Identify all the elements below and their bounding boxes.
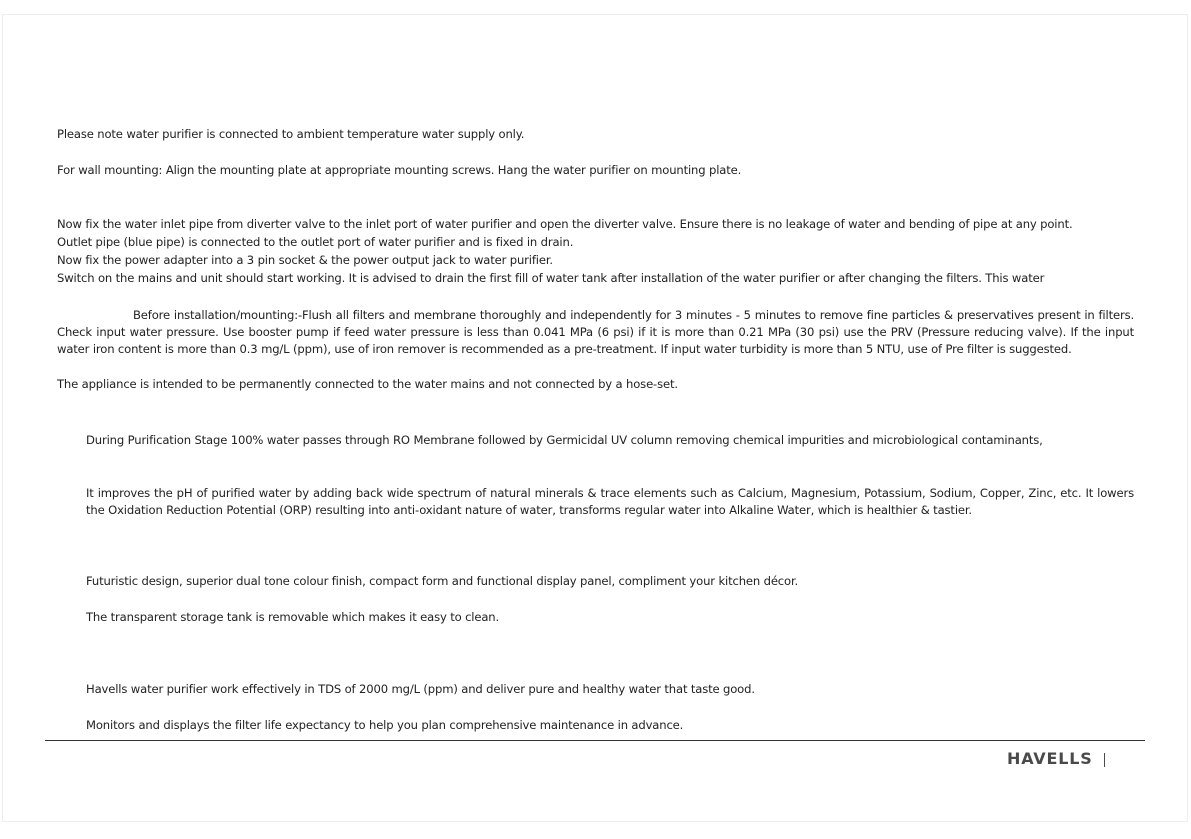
switch-on-instruction: Switch on the mains and unit should start working. It is advised to drain the first fill of water tank after installation of the water purifier or after changing the filters. This water: [57, 271, 1045, 285]
purification-stage-text: During Purification Stage 100% water passes through RO Membrane followed by Germicidal UV column removing chemical impurities and microbiological contaminants,: [86, 433, 1043, 447]
before-installation-text: Before installation/mounting:-Flush all filters and membrane thoroughly and independently for 3 minutes - 5 minutes to remove fine particles & preservatives present in filters. Check input water pressure. Use booster pump if feed water pressure is less than 0.041 MPa (6 psi) if it is more than 0.21 MPa (30 psi) use the PRV (Pressure reducing valve). If the input water iron content is more than 0.3 mg/L (ppm), use of iron remover is recommended as a pre-treatment. If input water turbidity is more than 5 NTU, use of Pre filter is suggested.: [57, 308, 1134, 356]
filter-monitor-text: Monitors and displays the filter life expectancy to help you plan comprehensive maintenance in advance.: [86, 718, 684, 732]
storage-tank-text: The transparent storage tank is removable which makes it easy to clean.: [86, 610, 500, 624]
before-installation-paragraph: [57, 307, 1134, 358]
appliance-connection-note: The appliance is intended to be permanently connected to the water mains and not connected by a hose-set.: [57, 377, 678, 391]
outlet-pipe-instruction: Outlet pipe (blue pipe) is connected to the outlet port of water purifier and is fixed in drain.: [57, 235, 574, 249]
inlet-pipe-instruction: Now fix the water inlet pipe from diverter valve to the inlet port of water purifier and open the diverter valve. Ensure there is no leakage of water and bending of pipe at any point.: [57, 217, 1073, 231]
tds-text: Havells water purifier work effectively in TDS of 2000 mg/L (ppm) and deliver pure and healthy water that taste good.: [86, 682, 755, 696]
brand-logo: HAVELLS: [1007, 749, 1093, 768]
power-adapter-instruction: Now fix the power adapter into a 3 pin socket & the power output jack to water purifier.: [57, 253, 553, 267]
design-text: Futuristic design, superior dual tone colour finish, compact form and functional display panel, compliment your kitchen décor.: [86, 574, 799, 588]
ambient-note: Please note water purifier is connected to ambient temperature water supply only.: [57, 127, 525, 141]
footer-divider: [45, 740, 1145, 741]
brand-separator: [1104, 753, 1105, 767]
ph-minerals-paragraph: It improves the pH of purified water by adding back wide spectrum of natural minerals & trace elements such as Calcium, Magnesium, Potassium, Sodium, Copper, Zinc, etc. It lowers the Oxidation Reduction Potential (ORP) resulting into anti-oxidant nature of water, transforms regular water into Alkaline Water, which is healthier & tastier.: [86, 486, 1134, 517]
wall-mounting-instruction: For wall mounting: Align the mounting plate at appropriate mounting screws. Hang the water purifier on mounting plate.: [57, 163, 742, 177]
